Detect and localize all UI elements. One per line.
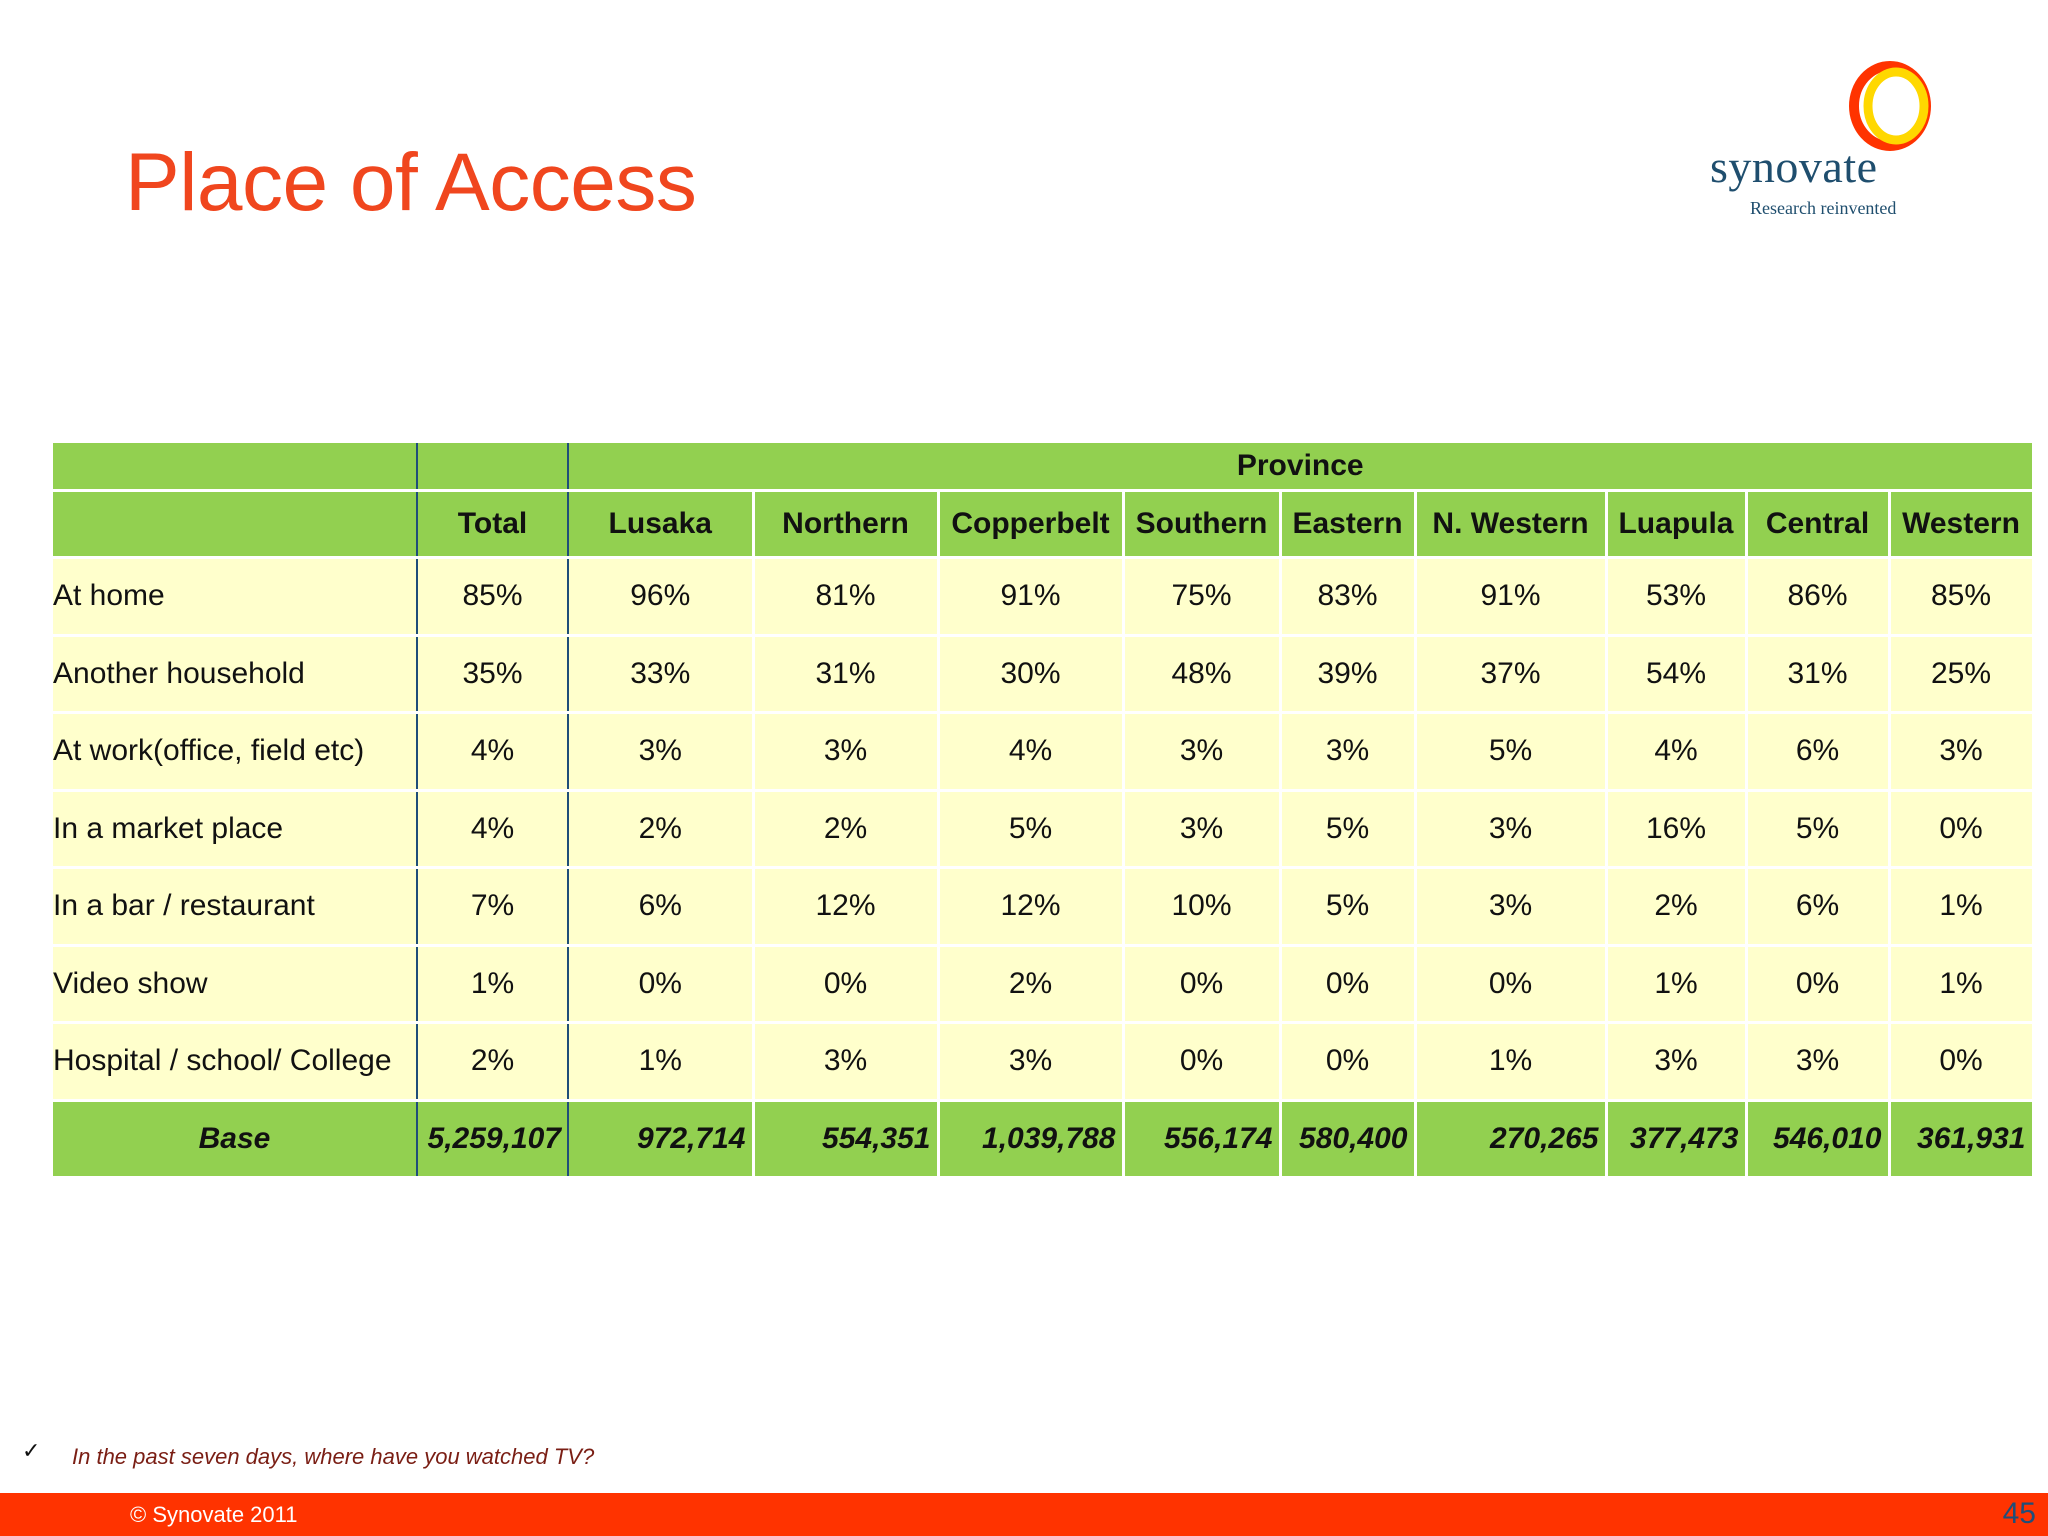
base-label: Base [53, 1100, 417, 1177]
table-cell: 2% [417, 1023, 568, 1101]
table-cell: 0% [1280, 945, 1415, 1023]
table-cell: 7% [417, 868, 568, 946]
row-label: At home [53, 558, 417, 636]
table-cell: 0% [1415, 945, 1606, 1023]
footnote-question: In the past seven days, where have you watched TV? [72, 1444, 595, 1469]
table-cell: 4% [417, 713, 568, 791]
header-blank-cell [53, 443, 417, 491]
table-cell: 39% [1280, 635, 1415, 713]
table-cell: 16% [1606, 790, 1746, 868]
table-cell: 5% [1415, 713, 1606, 791]
base-value: 972,714 [568, 1100, 753, 1177]
copyright-text: © Synovate 2011 [130, 1502, 298, 1527]
table-cell: 0% [1123, 945, 1280, 1023]
table-column-header-row [53, 491, 2033, 558]
table-row [53, 868, 2033, 946]
table-cell: 1% [568, 1023, 753, 1101]
table-cell: 5% [1280, 790, 1415, 868]
row-label: At work(office, field etc) [53, 713, 417, 791]
table-cell: 10% [1123, 868, 1280, 946]
table-cell: 4% [1606, 713, 1746, 791]
table-cell: 3% [1280, 713, 1415, 791]
table-cell: 30% [938, 635, 1123, 713]
base-value: 1,039,788 [938, 1100, 1123, 1177]
table-cell: 2% [568, 790, 753, 868]
table-cell: 1% [1415, 1023, 1606, 1101]
table-cell: 91% [938, 558, 1123, 636]
column-header: N. Western [1415, 491, 1606, 558]
column-header: Eastern [1280, 491, 1415, 558]
table-cell: 0% [1889, 1023, 2033, 1101]
table-body [53, 558, 2033, 1101]
column-header: Luapula [1606, 491, 1746, 558]
table-row [53, 635, 2033, 713]
table-cell: 75% [1123, 558, 1280, 636]
checkmark-icon: ✓ [22, 1438, 41, 1463]
base-value: 270,265 [1415, 1100, 1606, 1177]
table-cell: 12% [938, 868, 1123, 946]
base-value: 5,259,107 [417, 1100, 568, 1177]
base-value: 580,400 [1280, 1100, 1415, 1177]
table-row [53, 790, 2033, 868]
table-cell: 0% [1746, 945, 1889, 1023]
table-cell: 25% [1889, 635, 2033, 713]
table-cell: 48% [1123, 635, 1280, 713]
column-header: Lusaka [568, 491, 753, 558]
slide-title: Place of Access [125, 137, 697, 228]
column-header: Northern [753, 491, 938, 558]
header-blank-cell [53, 491, 417, 558]
table-cell: 3% [1123, 790, 1280, 868]
row-label: In a bar / restaurant [53, 868, 417, 946]
table-cell: 0% [1889, 790, 2033, 868]
row-label: In a market place [53, 790, 417, 868]
table-cell: 85% [1889, 558, 2033, 636]
row-label: Another household [53, 635, 417, 713]
table-cell: 86% [1746, 558, 1889, 636]
table-cell: 85% [417, 558, 568, 636]
table-cell: 6% [568, 868, 753, 946]
synovate-logo [1700, 58, 1960, 228]
table-cell: 2% [938, 945, 1123, 1023]
table-cell: 91% [1415, 558, 1606, 636]
table-cell: 4% [417, 790, 568, 868]
table-cell: 3% [1606, 1023, 1746, 1101]
table-cell: 3% [1123, 713, 1280, 791]
column-header: Total [417, 491, 568, 558]
table-cell: 3% [753, 1023, 938, 1101]
row-label: Hospital / school/ College [53, 1023, 417, 1101]
base-value: 554,351 [753, 1100, 938, 1177]
table-cell: 1% [1889, 868, 2033, 946]
table-cell: 3% [1746, 1023, 1889, 1101]
table-row [53, 713, 2033, 791]
base-value: 556,174 [1123, 1100, 1280, 1177]
table-cell: 3% [1415, 790, 1606, 868]
table-cell: 37% [1415, 635, 1606, 713]
column-header: Copperbelt [938, 491, 1123, 558]
table-cell: 5% [1746, 790, 1889, 868]
footer-bar [0, 1493, 2048, 1536]
table-cell: 3% [1415, 868, 1606, 946]
table-cell: 5% [938, 790, 1123, 868]
table-row [53, 945, 2033, 1023]
page-number: 45 [2002, 1497, 2036, 1530]
table-group-header-row [53, 443, 2033, 491]
base-row [53, 1100, 2033, 1177]
table-cell: 3% [938, 1023, 1123, 1101]
table-cell: 2% [1606, 868, 1746, 946]
table-cell: 3% [568, 713, 753, 791]
place-of-access-table [53, 443, 2035, 1179]
table-cell: 1% [1606, 945, 1746, 1023]
table-cell: 1% [417, 945, 568, 1023]
table-row [53, 1023, 2033, 1101]
table-cell: 53% [1606, 558, 1746, 636]
table-cell: 33% [568, 635, 753, 713]
table-cell: 81% [753, 558, 938, 636]
table-cell: 6% [1746, 868, 1889, 946]
table-cell: 0% [1123, 1023, 1280, 1101]
province-group-header: Province [568, 443, 2033, 491]
table-cell: 2% [753, 790, 938, 868]
base-value: 546,010 [1746, 1100, 1889, 1177]
base-value: 377,473 [1606, 1100, 1746, 1177]
header-blank-cell [417, 443, 568, 491]
table-cell: 83% [1280, 558, 1415, 636]
column-header: Southern [1123, 491, 1280, 558]
logo-tagline: Research reinvented [1750, 198, 1897, 218]
table-cell: 3% [1889, 713, 2033, 791]
table-cell: 31% [753, 635, 938, 713]
table-cell: 5% [1280, 868, 1415, 946]
column-header: Central [1746, 491, 1889, 558]
table-cell: 96% [568, 558, 753, 636]
table-row [53, 558, 2033, 636]
table-cell: 35% [417, 635, 568, 713]
column-header: Western [1889, 491, 2033, 558]
table-cell: 1% [1889, 945, 2033, 1023]
table-cell: 0% [753, 945, 938, 1023]
table-cell: 0% [568, 945, 753, 1023]
logo-wordmark: synovate [1710, 141, 1878, 192]
base-value: 361,931 [1889, 1100, 2033, 1177]
row-label: Video show [53, 945, 417, 1023]
table-cell: 0% [1280, 1023, 1415, 1101]
table-cell: 31% [1746, 635, 1889, 713]
table-cell: 3% [753, 713, 938, 791]
table-cell: 6% [1746, 713, 1889, 791]
table-cell: 54% [1606, 635, 1746, 713]
table-cell: 4% [938, 713, 1123, 791]
table-cell: 12% [753, 868, 938, 946]
